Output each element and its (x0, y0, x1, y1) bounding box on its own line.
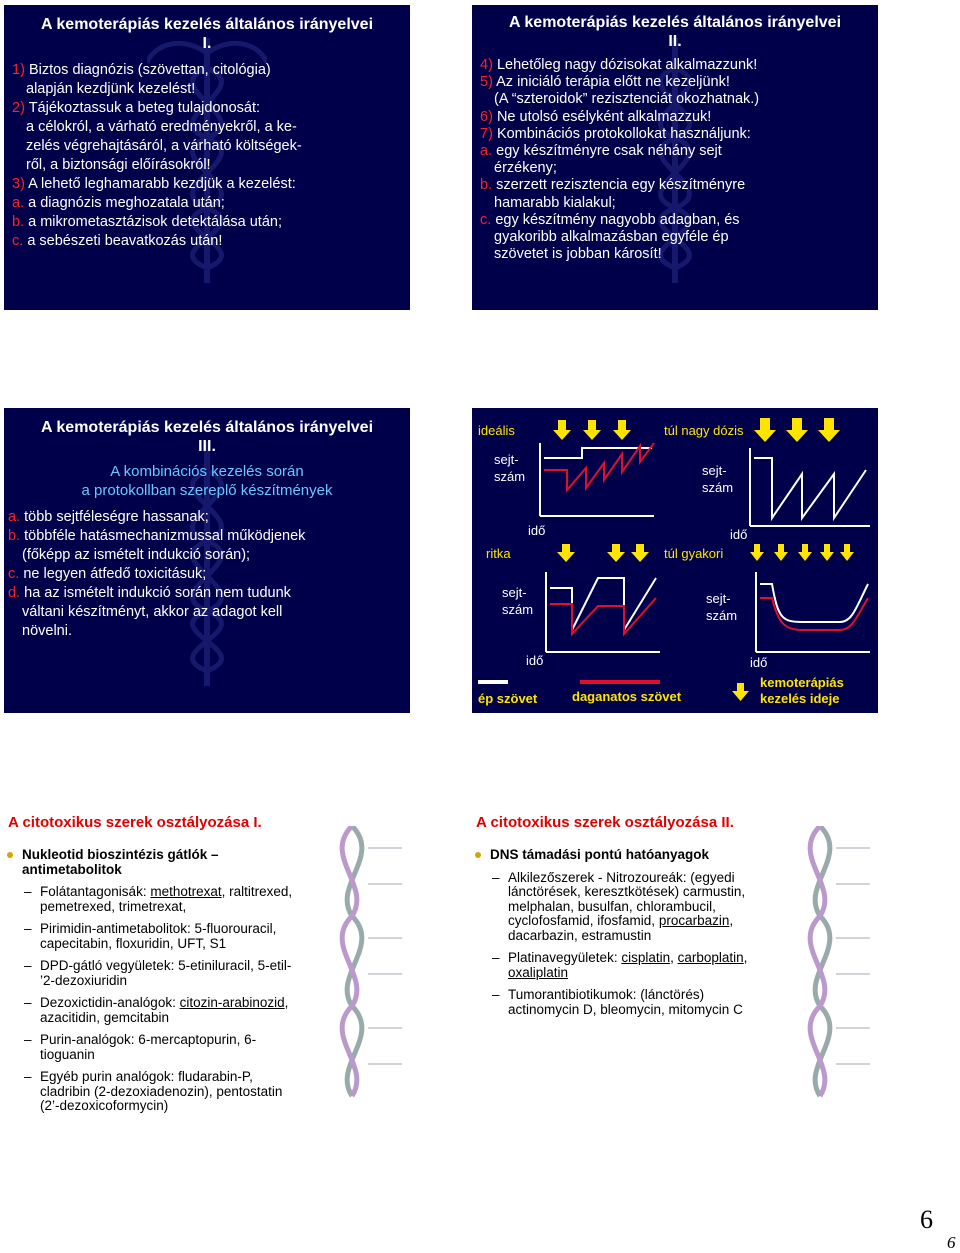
axis-cell-count: szám (702, 480, 734, 495)
list-marker: b. (8, 528, 21, 544)
list-text: (főképp az ismételt indukció során); (22, 547, 251, 563)
list-marker: 1) (12, 62, 25, 78)
legend (478, 675, 844, 706)
list-line (480, 109, 870, 126)
down-arrow-icon (820, 544, 834, 561)
list-text: ne legyen átfedő toxicitásuk; (23, 566, 207, 582)
dna-helix-image (800, 826, 878, 1115)
list-marker: b. (12, 214, 25, 230)
slide-dosing-diagram (472, 408, 878, 713)
list-heading: DNS támadási pontú hatóanyagok (472, 848, 802, 863)
panel-ideal (540, 443, 654, 516)
list-text: Kombinációs protokollokat használjunk: (496, 125, 751, 142)
page-number-small: 6 (947, 1233, 956, 1252)
slide-guidelines-3 (4, 408, 410, 713)
list-marker: a. (480, 143, 493, 160)
list-text: A lehető leghamarabb kezdjük a kezelést: (28, 176, 296, 192)
dosing-diagram (472, 408, 878, 713)
list-marker: b. (480, 177, 493, 194)
dash-bullet: – (24, 1032, 32, 1047)
dash-bullet: – (24, 1069, 32, 1084)
down-arrow-icon (557, 544, 575, 562)
list-text: (A “szteroidok” rezisztenciát okozhatnak.) (494, 91, 760, 108)
list-line (480, 57, 870, 74)
down-arrow-icon (583, 420, 601, 440)
list-line (12, 194, 402, 213)
list-line (8, 527, 406, 546)
list-item: – DPD-gátló vegyületek: 5-etiniluracil, 5-etil- ’2-dezoxiuridin (24, 958, 292, 988)
list-text: Tájékoztassuk a beteg tulajdonosát: (28, 100, 261, 116)
list-line (12, 118, 402, 137)
down-arrow-icon (818, 418, 840, 442)
slide-guidelines-2 (472, 5, 878, 310)
list-text: szerzett rezisztencia egy készítményre (496, 177, 746, 194)
list-marker: c. (480, 211, 492, 228)
list-marker: 4) (480, 57, 493, 73)
list-marker: c. (8, 566, 20, 582)
slide-title: A kemoterápiás kezelés általános irányelvei II. (508, 14, 842, 50)
list-text: több sejtféleségre hassanak; (24, 509, 209, 525)
list-item: – Platinavegyületek: cisplatin, carboplatin, oxaliplatin (492, 950, 748, 980)
slide-guidelines-1 (4, 5, 410, 310)
dash-bullet: – (24, 884, 32, 899)
list-item: – Tumorantibiotikumok: (lánctörés) actinomycin D, bleomycin, mitomycin C (492, 987, 743, 1017)
axis-cell-count: sejt- (494, 452, 519, 467)
panel-too-high-dose (750, 448, 870, 526)
list-marker: 7) (480, 125, 493, 142)
list-text: többféle hatásmechanizmussal működjenek (24, 528, 306, 544)
list-text: Az iniciáló terápia előtt ne kezeljünk! (496, 74, 730, 91)
label-rare: ritka (486, 546, 511, 561)
legend-chemo-label: kezelés ideje (760, 691, 840, 706)
list-line (8, 603, 406, 622)
list-line (480, 160, 870, 177)
down-arrow-icon (607, 544, 625, 562)
list-line (8, 622, 406, 641)
list-line (12, 156, 402, 175)
list-line (480, 126, 870, 143)
list-item: – Egyéb purin analógok: fludarabin-P, cladribin (2-dezoxiadenozin), pentostatin (2’-dezoxicoformycin) (24, 1069, 283, 1113)
down-arrow-icon (786, 418, 808, 442)
down-arrow-icon (631, 544, 649, 562)
dash-bullet: – (492, 987, 500, 1002)
down-arrow-icon (798, 544, 812, 561)
list-line (12, 232, 402, 251)
list-line (12, 137, 402, 156)
dash-bullet: – (492, 950, 500, 965)
axis-cell-count: szám (502, 602, 534, 617)
list-line (480, 143, 870, 160)
label-too-high-dose: túl nagy dózis (664, 423, 744, 438)
list-item: – Folátantagonisák: methotrexat, raltitrexed, pemetrexed, trimetrexat, (24, 884, 293, 914)
list-marker: 6) (480, 108, 493, 125)
list-line (480, 246, 870, 263)
dna-helix-image (332, 826, 410, 1115)
guideline-list (480, 57, 870, 263)
bullet-dot-icon (475, 852, 481, 858)
list-marker: a. (12, 195, 25, 211)
list-text: Ne utolsó esélyként alkalmazzuk! (496, 108, 712, 125)
list-text: a diagnózis meghozatala után; (28, 195, 225, 211)
down-arrow-icon (840, 544, 854, 561)
list-text: növelni. (22, 623, 72, 639)
list-text: gyakoribb alkalmazásban egyféle ép (494, 229, 729, 246)
list-line (12, 99, 402, 118)
list-line (12, 61, 402, 80)
list-line (480, 177, 870, 194)
list-line (8, 546, 406, 565)
list-line (12, 213, 402, 232)
slide-cytotoxic-2 (472, 812, 878, 1115)
list-line (480, 91, 870, 108)
list-text: alapján kezdjünk kezelést! (26, 81, 196, 97)
list-text: zelés végrehajtásáról, a várható költségek- (26, 138, 302, 154)
list-text: ha az ismételt indukció során nem tudunk (24, 585, 291, 601)
axis-cell-count: sejt- (706, 591, 731, 606)
list-line (8, 565, 406, 584)
list-item: – Dezoxictidin-analógok: citozin-arabinozid, azacitidin, gemcitabin (24, 995, 289, 1025)
list-line (12, 80, 402, 99)
axis-cell-count: szám (706, 608, 738, 623)
list-text: szövetet is jobban károsít! (494, 246, 662, 263)
list-line (480, 229, 870, 246)
axis-time: idő (750, 655, 768, 670)
bullet-dot-icon (7, 852, 13, 858)
list-text: Biztos diagnózis (szövettan, citológia) (28, 62, 271, 78)
list-item: – Alkilezőszerek - Nitrozoureák: (egyedi lánctörések, keresztkötések) carmustin, melphalan, busulfan, chlorambucil, cyclofosfamid, ifosfamid, procarbazin, dacarbazin, estramustin (492, 869, 746, 943)
guideline-list (8, 508, 406, 641)
list-marker: 2) (12, 100, 25, 116)
slide-cytotoxic-1 (4, 812, 410, 1115)
slide-title: A kemoterápiás kezelés általános irányelvei I. (40, 16, 374, 52)
list-text: a sebészeti beavatkozás után! (27, 233, 223, 249)
down-arrow-icon (732, 683, 749, 701)
list-text: a mikrometasztázisok detektálása után; (28, 214, 282, 230)
list-text: egy készítményre csak néhány sejt (496, 143, 722, 160)
label-ideal: ideális (478, 423, 515, 438)
page-number: 6 (920, 1205, 933, 1234)
axis-cell-count: szám (494, 469, 526, 484)
list-text: Lehetőleg nagy dózisokat alkalmazzunk! (496, 57, 758, 73)
dash-bullet: – (492, 869, 500, 885)
list-line (480, 195, 870, 212)
drug-class-list (472, 848, 802, 1017)
down-arrow-icon (613, 420, 631, 440)
list-item: – Pirimidin-antimetabolitok: 5-fluorouracil, capecitabin, floxuridin, UFT, S1 (24, 921, 277, 951)
slide-title: A kemoterápiás kezelés általános irányelvei III. (40, 419, 374, 455)
list-text: egy készítmény nagyobb adagban, és (495, 211, 740, 228)
list-marker: 3) (12, 176, 25, 192)
list-line (8, 584, 406, 603)
list-text: érzékeny; (494, 160, 557, 177)
down-arrow-icon (750, 544, 764, 561)
axis-time: idő (730, 527, 748, 542)
panel-rare (546, 572, 660, 652)
list-line (480, 74, 870, 91)
slide-subtitle: A kombinációs kezelés során a protokollban szereplő készítmények (81, 463, 333, 499)
axis-time: idő (526, 653, 544, 668)
list-line (480, 212, 870, 229)
list-text: ről, a biztonsági előírásokról! (26, 157, 211, 173)
slide-title: A citotoxikus szerek osztályozása I. (4, 812, 410, 834)
list-line (12, 175, 402, 194)
guideline-list (12, 61, 402, 251)
down-arrow-icon (754, 418, 776, 442)
panel-too-frequent (756, 572, 870, 652)
list-text: váltani készítményt, akkor az adagot kell (22, 604, 283, 620)
list-text: hamarabb kialakul; (494, 194, 616, 211)
legend-chemo-label: kemoterápiás (760, 675, 844, 690)
list-marker: d. (8, 585, 21, 601)
legend-tumor-label: daganatos szövet (572, 689, 682, 704)
list-marker: 5) (480, 74, 493, 91)
list-line (8, 508, 406, 527)
down-arrow-icon (774, 544, 788, 561)
list-marker: c. (12, 233, 24, 249)
axis-cell-count: sejt- (502, 585, 527, 600)
axis-cell-count: sejt- (702, 463, 727, 478)
drug-class-list (4, 848, 334, 1114)
legend-healthy-label: ép szövet (478, 691, 538, 706)
list-marker: a. (8, 509, 21, 525)
axis-time: idő (528, 523, 546, 538)
slide-title: A citotoxikus szerek osztályozása II. (472, 812, 878, 834)
dash-bullet: – (24, 995, 32, 1010)
down-arrow-icon (553, 420, 571, 440)
list-text: a célokról, a várható eredményekről, a ke- (26, 119, 297, 135)
label-too-frequent: túl gyakori (664, 546, 724, 561)
dash-bullet: – (24, 921, 32, 936)
list-item: – Purin-analógok: 6-mercaptopurin, 6- tioguanin (24, 1032, 257, 1062)
list-heading: Nukleotid bioszintézis gátlók – antimetabolitok (4, 848, 334, 877)
dash-bullet: – (24, 958, 32, 973)
